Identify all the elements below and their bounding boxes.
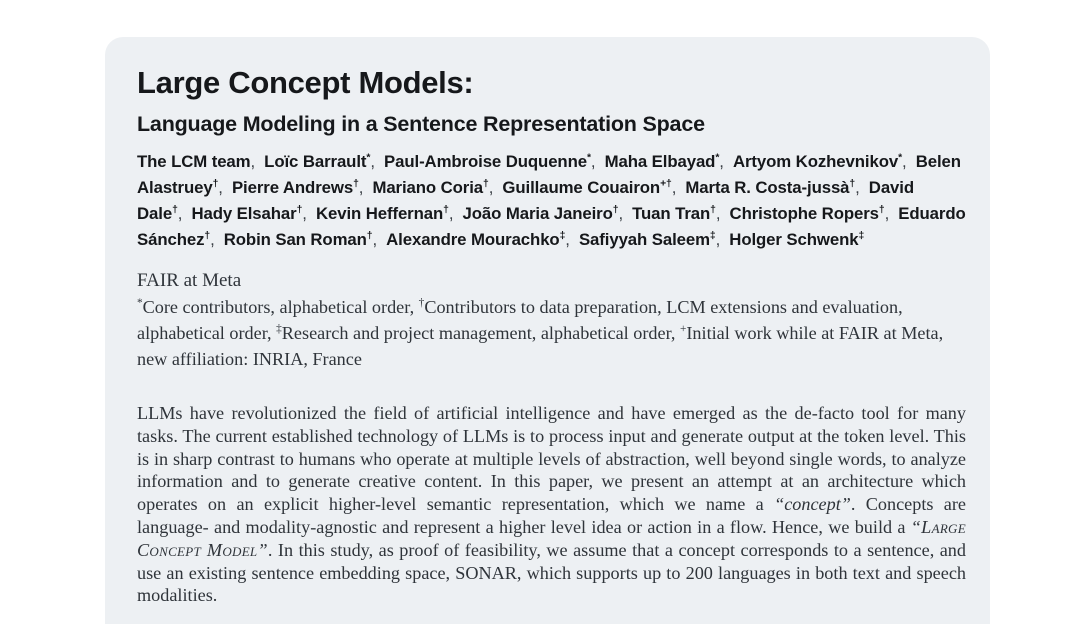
author-name: Paul-Ambroise Duquenne — [384, 152, 587, 172]
author-superscript: † — [849, 178, 856, 190]
author-separator: , — [488, 178, 503, 198]
author-superscript: † — [710, 204, 716, 216]
author-separator: , — [250, 152, 265, 172]
author-separator: , — [218, 178, 232, 198]
note-superscript: ‡ — [276, 323, 282, 335]
author-name: Maha Elbayad — [604, 152, 716, 172]
note-text: Contributors to data preparation, LCM extensions and evaluation, alphabetical order, — [137, 297, 903, 344]
contribution-notes — [137, 294, 966, 372]
author-name: David Dale — [137, 178, 914, 224]
author-superscript: * — [366, 152, 371, 164]
author-separator: , — [370, 152, 385, 172]
author-name: Mariano Coria — [372, 178, 484, 198]
author-separator: , — [719, 152, 733, 172]
author-superscript: ‡ — [709, 230, 716, 242]
author-superscript: † — [483, 178, 489, 190]
paper-subtitle: Language Modeling in a Sentence Representation Space — [137, 112, 705, 137]
author-superscript: † — [296, 204, 303, 216]
author-name: Robin San Roman — [223, 230, 367, 250]
author-separator: , — [210, 230, 224, 250]
author-superscript: † — [612, 204, 619, 216]
author-superscript: * — [898, 152, 903, 164]
author-name: Holger Schwenk — [729, 230, 859, 250]
author-superscript: † — [878, 204, 885, 216]
author-name: Kevin Heffernan — [315, 204, 444, 224]
author-name: Guillaume Couairon — [502, 178, 661, 198]
abstract-segment: . Concepts are language- and modality-agnostic and represent a higher level idea or action in a flow. Hence, we build a — [137, 494, 966, 538]
note-text: Initial work while at FAIR at Meta, new affiliation: INRIA, France — [137, 323, 944, 370]
author-superscript: † — [204, 230, 211, 242]
note-superscript: † — [418, 297, 425, 309]
abstract-text — [137, 402, 966, 607]
paper-card — [105, 37, 990, 624]
abstract-segment: . In this study, as proof of feasibility, we assume that a concept corresponds to a sentence, and use an existing sentence embedding space, SONAR, which supports up to 200 languages in both text and speech modalities. — [137, 539, 966, 606]
paper-title: Large Concept Models: — [137, 65, 474, 100]
author-superscript: * — [586, 152, 591, 164]
author-name: Marta R. Costa-jussà — [685, 178, 850, 198]
author-superscript: † — [366, 230, 373, 242]
author-separator: , — [671, 178, 686, 198]
author-separator: , — [177, 204, 192, 224]
abstract-segment: “concept” — [774, 494, 851, 515]
note-text: Core contributors, alphabetical order, — [142, 297, 419, 318]
author-superscript: * — [715, 152, 720, 164]
author-superscript: † — [172, 204, 178, 216]
author-separator: , — [715, 230, 730, 250]
author-separator: , — [590, 152, 605, 172]
author-superscript: +† — [660, 178, 672, 190]
author-superscript: ‡ — [559, 230, 566, 242]
abstract-segment: “Large Concept Model” — [137, 517, 966, 560]
author-separator: , — [618, 204, 633, 224]
note-text: Research and project management, alphabetical order, — [281, 323, 680, 344]
author-list — [137, 149, 966, 253]
author-name: Tuan Tran — [632, 204, 711, 224]
abstract-segment: LLMs have revolutionized the field of artificial intelligence and have emerged as the de-facto tool for many tasks. The current established technology of LLMs is to process input and generate output at the token level. This is in sharp contrast to humans who operate at multiple levels of abstraction, well beyond single words, to analyze information and to generate creative content. In this paper, we present an attempt at an architecture which operates on an explicit higher-level semantic representation, which we name a — [137, 403, 966, 515]
author-superscript: † — [212, 178, 219, 190]
author-separator: , — [372, 230, 387, 250]
author-separator: , — [715, 204, 730, 224]
author-superscript: ‡ — [858, 230, 865, 242]
author-name: The LCM team — [137, 152, 251, 172]
author-name: Christophe Ropers — [729, 204, 879, 224]
author-separator: , — [902, 152, 916, 172]
author-separator: , — [565, 230, 579, 250]
author-name: Hady Elsahar — [191, 204, 297, 224]
author-name: Eduardo Sánchez — [137, 204, 966, 250]
author-name: Artyom Kozhevnikov — [732, 152, 899, 172]
author-name: Pierre Andrews — [231, 178, 354, 198]
author-name: Safiyyah Saleem — [578, 230, 710, 250]
author-name: João Maria Janeiro — [462, 204, 613, 224]
affiliation: FAIR at Meta — [137, 270, 242, 292]
author-separator: , — [302, 204, 316, 224]
author-name: Belen Alastruey — [137, 152, 961, 198]
author-superscript: † — [353, 178, 359, 190]
author-separator: , — [855, 178, 869, 198]
author-name: Alexandre Mourachko — [386, 230, 560, 250]
author-separator: , — [884, 204, 899, 224]
author-superscript: † — [443, 204, 449, 216]
author-name: Loïc Barrault — [264, 152, 367, 172]
note-superscript: + — [680, 323, 687, 335]
author-separator: , — [448, 204, 463, 224]
author-separator: , — [358, 178, 373, 198]
note-superscript: * — [137, 297, 143, 309]
